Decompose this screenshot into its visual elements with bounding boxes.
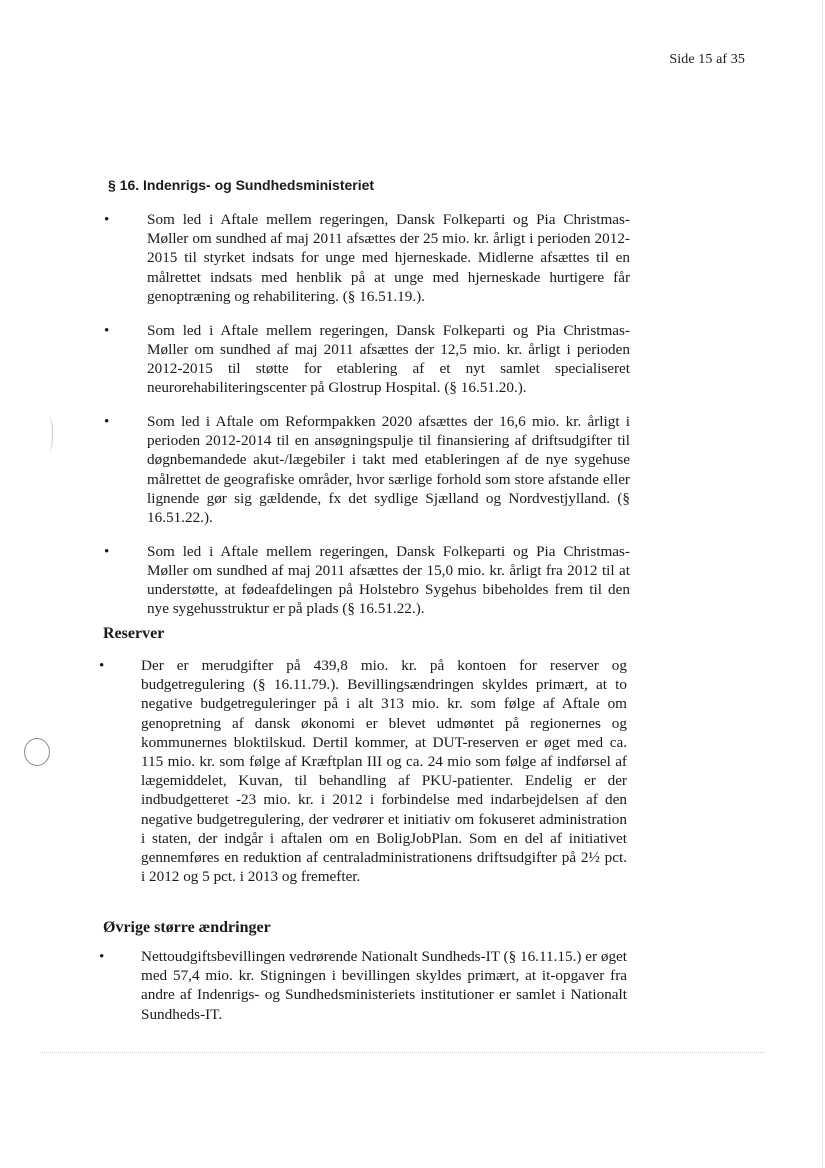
list-item-text: Nettoudgiftsbevillingen vedrørende Nationalt Sundheds-IT (§ 16.11.15.) er øget med 57,4 mio. kr. Stigningen i bevillingen skyldes primært, at it-opgaver fra andre af Indenrigs- og Sundhedsministeriets institutioner er samlet i Nationalt Sundheds-IT. bbox=[141, 948, 627, 1023]
list-item bbox=[100, 542, 630, 619]
section-heading: § 16. Indenrigs- og Sundhedsministeriet bbox=[108, 177, 375, 193]
page-number: Side 15 af 35 bbox=[669, 52, 745, 67]
reserver-bullet-list bbox=[95, 656, 627, 901]
reserver-heading: Reserver bbox=[103, 625, 165, 642]
list-item-text: Som led i Aftale mellem regeringen, Dansk Folkeparti og Pia Christmas-Møller om sundhed af maj 2011 afsættes der 15,0 mio. kr. årligt fra 2012 til at understøtte, at fødeafdelingen på Holstebro Sygehus bibeholdes frem til den nye sygehusstruktur er på plads (§ 16.51.22.). bbox=[147, 542, 630, 618]
footer-divider bbox=[40, 1052, 765, 1053]
section-bullet-list bbox=[100, 210, 630, 633]
list-item-text: Der er merudgifter på 439,8 mio. kr. på kontoen for reserver og budgetregulering (§ 16.11.79.). Bevillingsændringen skyldes primært, at to negative budgetreguleringer på i alt 313 mio. kr. som følge af Aftale om genopretning af dansk økonomi er blevet udmøntet på regionernes og kommunernes bloktilskud. Dertil kommer, at DUT-reserven er øget med ca. 115 mio. kr. som følge af Kræftplan III og ca. 24 mio som følge af indførsel af lægemiddelet, Kuvan, til behandling af PKU-patienter. Endelig er der indbudgetteret -23 mio. kr. i 2012 i forbindelse med indarbejdelsen af den negative budgetregulering, der vedrører et initiativ om fokuseret administration i staten, der indgår i aftalen om en BoligJobPlan. Som en del af initiativet gennemføres en reduktion af centraladministrationens driftsudgifter på 2½ pct. i 2012 og 5 pct. i 2013 og fremefter. bbox=[141, 657, 627, 886]
list-item bbox=[95, 947, 627, 1024]
punch-hole bbox=[24, 738, 50, 766]
bullet-icon: • bbox=[104, 211, 110, 228]
list-item-text: Som led i Aftale om Reformpakken 2020 afsættes der 16,6 mio. kr. årligt i perioden 2012-2014 til en ansøgningspulje til finansiering af driftsudgifter til døgnbemandede akut-/lægebiler i takt med etableringen af de nye sygehuse målrettet de geografiske områder, hvor særlige forhold som store afstande eller lignende gør sig gældende, fx det sydlige Sjælland og Nordvestjylland. (§ 16.51.22.). bbox=[147, 413, 630, 527]
ovrige-heading: Øvrige større ændringer bbox=[103, 919, 271, 936]
scan-edge bbox=[822, 0, 823, 1168]
list-item-text: Som led i Aftale mellem regeringen, Dansk Folkeparti og Pia Christmas-Møller om sundhed af maj 2011 afsættes der 25 mio. kr. årligt i perioden 2012-2015 til styrket indsats for unge med hjerneskade. Midlerne afsættes til en målrettet indsats med henblik på at unge med hjerneskade hurtigere får genoptræning og rehabilitering. (§ 16.51.19.). bbox=[147, 211, 630, 305]
list-item bbox=[100, 412, 630, 527]
bullet-icon: • bbox=[104, 413, 110, 431]
list-item bbox=[95, 656, 627, 886]
list-item bbox=[100, 210, 630, 306]
scan-mark bbox=[44, 416, 53, 452]
list-item-text: Som led i Aftale mellem regeringen, Dansk Folkeparti og Pia Christmas-Møller om sundhed af maj 2011 afsættes der 12,5 mio. kr. årligt i perioden 2012-2015 til støtte for etablering af et nyt samlet specialiseret neurorehabiliteringscenter på Glostrup Hospital. (§ 16.51.20.). bbox=[147, 321, 630, 397]
bullet-icon: • bbox=[99, 657, 105, 674]
ovrige-bullet-list bbox=[95, 947, 627, 1038]
bullet-icon: • bbox=[99, 948, 105, 965]
bullet-icon: • bbox=[104, 321, 110, 339]
bullet-icon: • bbox=[104, 542, 110, 560]
list-item bbox=[100, 321, 630, 398]
